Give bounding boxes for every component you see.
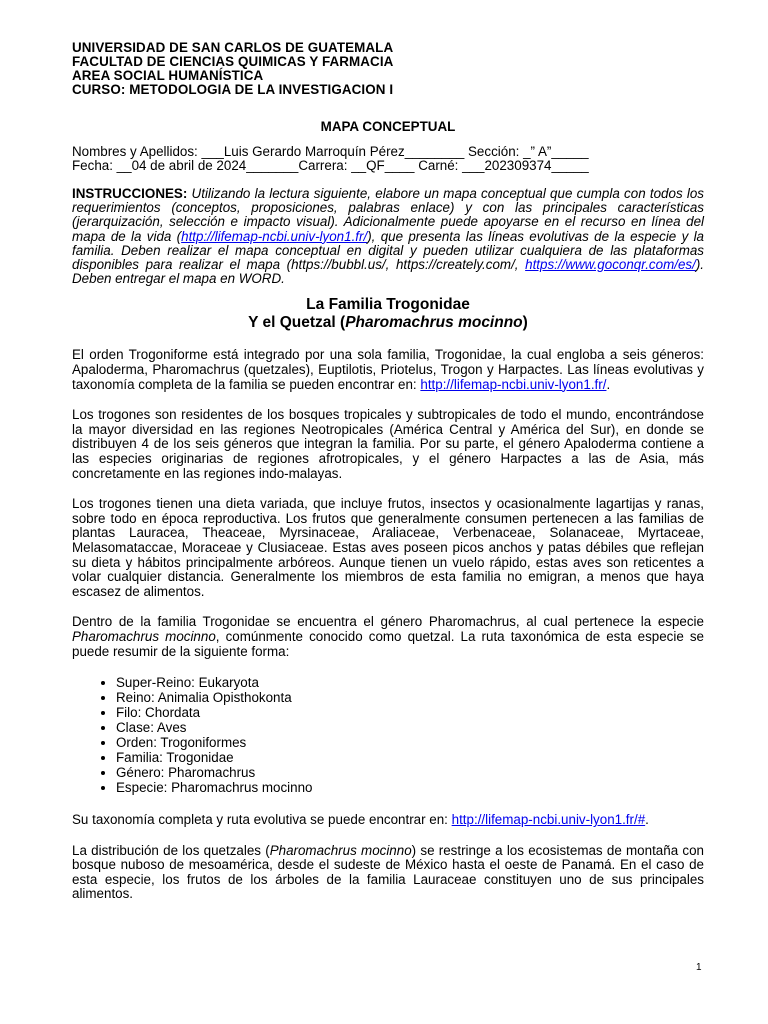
paragraph-distribution: Los trogones son residentes de los bosques tropicales y subtropicales de todo el mundo, encontrándose la mayor diversidad en las regiones Neotropicales (América Central y América del Sur), en donde se distribuyen 4 de los seis géneros que integran la familia. Por su parte, el género Apaloderma contiene a las especies originarias de regiones afrotropicales, y el género Harpactes a las de Asia, más concretamente en las regiones indo-malayas. (72, 407, 704, 481)
p1-text: El orden Trogoniforme está integrado por una sola familia, Trogonidae, la cual engloba a seis géneros: Apaloderma, Pharomachrus (quetzales), Euptilotis, Priotelus, Trogon y Harpactes. Las líneas evolutivas y taxonomía completa de la familia se pueden encontrar en: (72, 347, 704, 392)
date-value: __04 de abril de 2024_______ (116, 158, 299, 173)
student-name-row (72, 145, 704, 159)
carne-label: Carné: (414, 158, 463, 173)
p4-end: , comúnmente conocido como quetzal. La ruta taxonómica de esta especie se puede resumir de la siguiente forma: (72, 628, 704, 659)
paragraph-quetzal-distribution (72, 844, 704, 902)
instructions (72, 187, 704, 286)
instructions-link-lifemap[interactable]: http://lifemap-ncbi.univ-lyon1.fr/ (181, 228, 368, 244)
career-value: __QF____ (351, 158, 415, 173)
carne-value: ___202309374_____ (462, 158, 589, 173)
taxonomy-list (72, 675, 704, 795)
p6-start: La distribución de los quetzales ( (72, 842, 270, 858)
p4-start: Dentro de la familia Trogonidae se encuentra el género Pharomachrus, al cual pertenece la especie (72, 614, 704, 630)
p5-text: Su taxonomía completa y ruta evolutiva se puede encontrar en: (72, 812, 452, 828)
section-value: _” A”_____ (523, 144, 589, 159)
list-item: • Familia: Trogonidae (116, 750, 704, 765)
list-item: • Clase: Aves (116, 720, 704, 735)
list-item: • Género: Pharomachrus (116, 765, 704, 780)
document-page (72, 41, 704, 902)
list-item: • Super-Reino: Eukaryota (116, 675, 704, 690)
p1-end: . (606, 376, 611, 392)
list-item: • Filo: Chordata (116, 705, 704, 720)
p5-end: . (645, 812, 649, 828)
name-label: Nombres y Apellidos: (72, 144, 202, 159)
header-faculty: FACULTAD DE CIENCIAS QUIMICAS Y FARMACIA (72, 54, 394, 69)
p6-end: ) se restringe a los ecosistemas de montaña con bosque nuboso de mesoamérica, desde el sudeste de México hasta el oeste de Panamá. En el caso de esta especie, los frutos de los árboles de la familia Lauraceae constituyen uno de sus principales alimentos. (72, 842, 704, 902)
header-area: AREA SOCIAL HUMANÍSTICA (72, 68, 264, 83)
paragraph-diet: Los trogones tienen una dieta variada, que incluye frutos, insectos y ocasionalmente lagartijas y ranas, sobre todo en época reproductiva. Los frutos que generalmente consumen pertenecen a las familias de plantas Lauracea, Theaceae, Myrsinaceae, Araliaceae, Verbenaceae, Solanaceae, Myrtaceae, Melasomataccae, Moraceae y Clusiaceae. Estas aves poseen picos anchos y patas débiles que reflejan su dieta y hábitos principalmente arbóreos. Aunque tienen un vuelo rápido, estas aves son reticentes a volar cualquier distancia. Generalmente los miembros de esta familia no emigran, a menos que haya escasez de alimentos. (72, 496, 704, 599)
instructions-text-3: ). Deben entregar el mapa en WORD. (72, 257, 704, 287)
paragraph-order (72, 348, 704, 392)
page-number: 1 (696, 962, 702, 973)
title-line-2 (72, 314, 704, 332)
title-line-2-end: ) (522, 314, 528, 332)
student-date-row (72, 159, 704, 173)
paragraph-taxonomy-link (72, 813, 704, 828)
list-item: • Reino: Animalia Opisthokonta (116, 690, 704, 705)
student-info (72, 145, 704, 173)
list-item: • Orden: Trogoniformes (116, 735, 704, 750)
header-course: CURSO: METODOLOGIA DE LA INVESTIGACION I (72, 82, 394, 97)
instructions-label: INSTRUCCIONES: (72, 186, 188, 201)
instructions-text-2: ), que presenta las líneas evolutivas de la especie y la familia. Deben realizar el mapa conceptual en digital y pueden utilizar cualquiera de las plataformas disponibles para realizar el mapa (https://bubbl.us/, https://creately.com/, (72, 228, 705, 273)
p1-lifemap-link[interactable]: http://lifemap-ncbi.univ-lyon1.fr/ (420, 376, 607, 392)
date-label: Fecha: (72, 158, 117, 173)
p6-species-italic: Pharomachrus mocinno (269, 842, 412, 858)
title-line-2-start: Y el Quetzal ( (248, 314, 346, 332)
title-species-italic: Pharomachrus mocinno (345, 314, 523, 332)
career-label: Carrera: (298, 158, 352, 173)
list-item: • Especie: Pharomachrus mocinno (116, 780, 704, 795)
map-title: MAPA CONCEPTUAL (320, 119, 456, 134)
document-title (72, 296, 704, 332)
p5-lifemap-link[interactable]: http://lifemap-ncbi.univ-lyon1.fr/# (451, 812, 646, 828)
university-header (72, 41, 704, 97)
paragraph-genus (72, 615, 704, 659)
title-line-1: La Familia Trogonidae (306, 296, 470, 314)
name-value: ___Luis Gerardo Marroquín Pérez________ (201, 144, 465, 159)
header-university: UNIVERSIDAD DE SAN CARLOS DE GUATEMALA (72, 40, 394, 55)
p4-species-italic: Pharomachrus mocinno (72, 628, 216, 644)
section-label: Sección: (464, 144, 524, 159)
instructions-link-goconqr[interactable]: https://www.goconqr.com/es/ (525, 257, 696, 273)
instructions-text-1: Utilizando la lectura siguiente, elabore un mapa conceptual que cumpla con todos los requerimientos (conceptos, proposiciones, palabras enlace) y con las principales características (jerarquización, selección e impacto visual). Adicionalmente puede apoyarse en el recurso en línea del mapa de la vida ( (72, 186, 704, 244)
